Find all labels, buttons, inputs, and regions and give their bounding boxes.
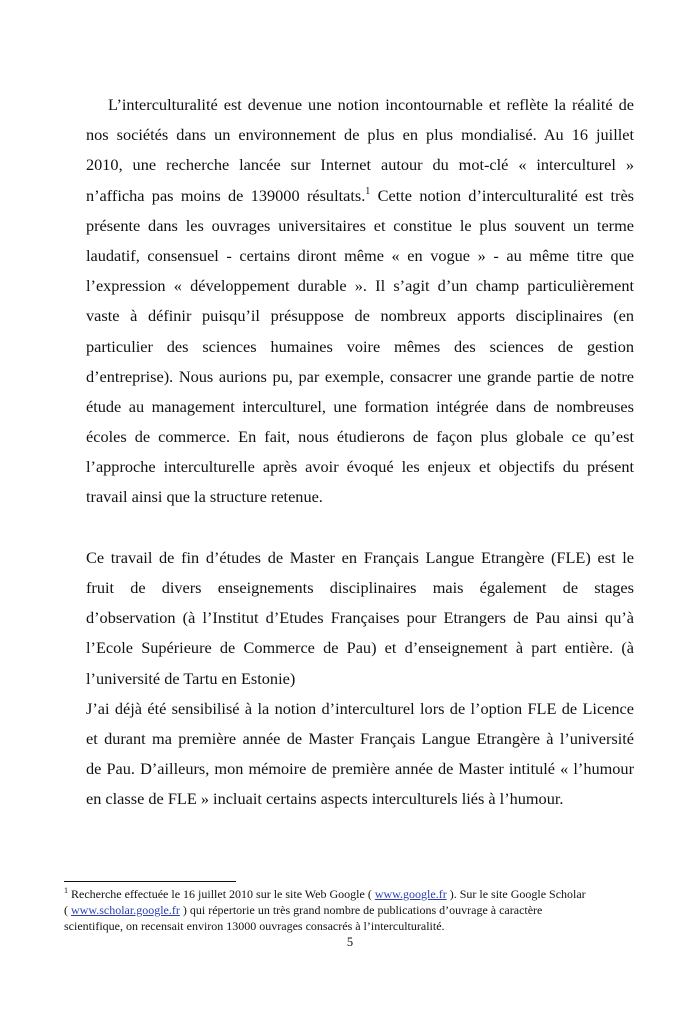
footnote-number: 1 <box>64 886 68 895</box>
paragraph-3 <box>86 694 634 815</box>
footnote-line <box>64 902 638 918</box>
paragraph-line-with-footnote <box>86 181 634 211</box>
footnote-text: ). Sur le site Google Scholar <box>446 887 586 901</box>
paragraph-line: laudatif, consensuel - certains diront même « en vogue » - au même titre que <box>86 245 634 265</box>
paragraph-line: d’entreprise). Nous aurions pu, par exemple, consacrer une grande partie de notre <box>86 366 634 386</box>
paragraph-line: l’approche interculturelle après avoir évoqué les enjeux et objectifs du présent <box>86 457 634 477</box>
scholar-link[interactable]: www.scholar.google.fr <box>71 903 180 917</box>
paragraph-line-text: Cette notion d’interculturalité est très <box>370 185 634 205</box>
paragraph-line: nos sociétés dans un environnement de plus en plus mondialisé. Au 16 juillet <box>86 125 634 145</box>
paragraph-line: vaste à définir puisqu’il présuppose de nombreux apports disciplinaires (en <box>86 306 634 326</box>
paragraph-line: de Pau. D’ailleurs, mon mémoire de première année de Master intitulé « l’humour <box>86 759 634 779</box>
paragraph-line: l’expression « développement durable ». Il s’agit d’un champ particulièrement <box>86 276 634 296</box>
page-number: 5 <box>346 935 354 949</box>
paragraph-line: et durant ma première année de Master Français Langue Etrangère à l’université <box>86 728 634 748</box>
footnote-text: Recherche effectuée le 16 juillet 2010 sur le site Web Google ( <box>68 887 375 901</box>
footnote-separator <box>64 881 236 882</box>
paragraph-line: présente dans les ouvrages universitaires et constitue le plus souvent un terme <box>86 215 634 235</box>
footnote-line: scientifique, on recensait environ 13000 ouvrages consacrés à l’interculturalité. <box>64 919 445 933</box>
paragraph-line: particulier des sciences humaines voire mêmes des sciences de gestion <box>86 336 634 356</box>
paragraph-line: en classe de FLE » incluait certains aspects interculturels liés à l’humour. <box>86 789 564 809</box>
footnote-text: ( <box>64 903 71 917</box>
paragraph-2 <box>86 543 634 694</box>
paragraph-spacer <box>86 513 634 543</box>
paragraph-line: d’observation (à l’Institut d’Etudes Françaises pour Etrangers de Pau ainsi qu’à <box>86 608 634 628</box>
footnote-reference[interactable]: 1 <box>365 185 371 197</box>
paragraph-line: L’interculturalité est devenue une notion incontournable et reflète la réalité de <box>108 95 634 114</box>
google-link[interactable]: www.google.fr <box>374 887 447 901</box>
footnote <box>64 886 638 934</box>
body-text <box>86 90 634 815</box>
paragraph-line: Ce travail de fin d’études de Master en Français Langue Etrangère (FLE) est le <box>86 547 634 567</box>
paragraph-line: 2010, une recherche lancée sur Internet autour du mot-clé « interculturel » <box>86 155 634 175</box>
paragraph-line: l’université de Tartu en Estonie) <box>86 668 296 688</box>
footnote-text: ) qui répertorie un très grand nombre de publications d’ouvrage à caractère <box>179 903 543 917</box>
paragraph-line-text: n’afficha pas moins de 139000 résultats. <box>86 185 366 205</box>
paragraph-line: écoles de commerce. En fait, nous étudierons de façon plus globale ce qu’est <box>86 427 634 447</box>
paragraph-line: étude au management interculturel, une formation intégrée dans de nombreuses <box>86 396 634 416</box>
paragraph-line: travail ainsi que la structure retenue. <box>86 487 323 507</box>
paragraph-line: J’ai déjà été sensibilisé à la notion d’interculturel lors de l’option FLE de Licence <box>86 698 634 718</box>
footnote-line <box>64 886 638 902</box>
paragraph-line: l’Ecole Supérieure de Commerce de Pau) et d’enseignement à part entière. (à <box>86 638 634 658</box>
paragraph-1 <box>86 90 634 513</box>
paragraph-line: fruit de divers enseignements disciplinaires mais également de stages <box>86 578 634 597</box>
